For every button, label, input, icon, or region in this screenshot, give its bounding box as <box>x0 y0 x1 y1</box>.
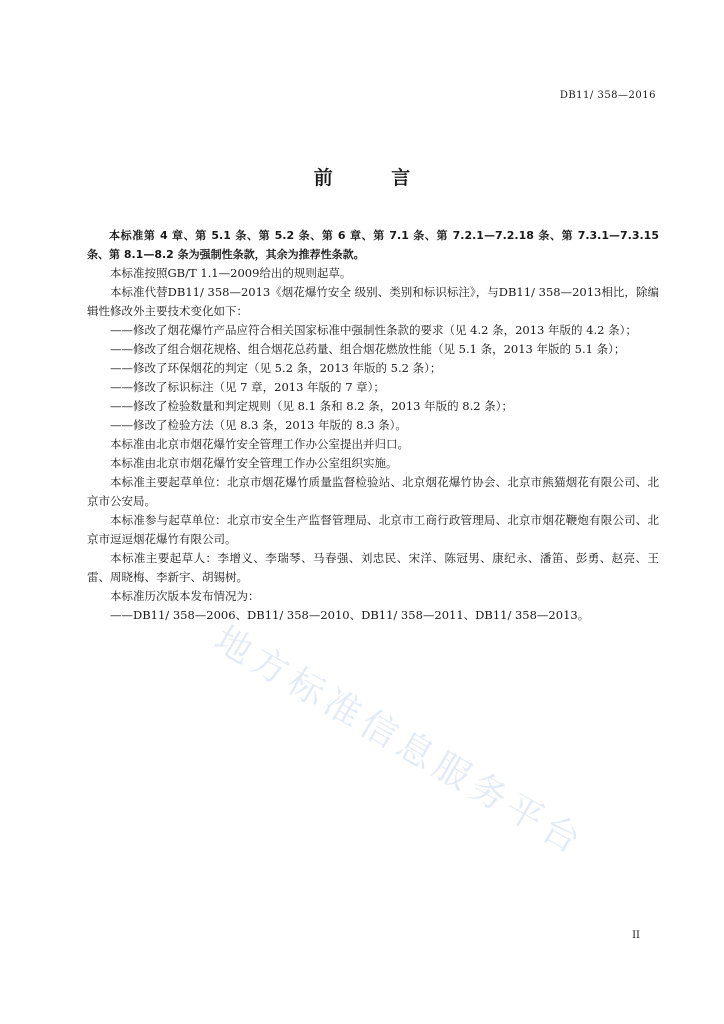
foreword-body <box>87 226 659 625</box>
paragraph-version-history: 本标准历次版本发布情况为： <box>110 589 260 603</box>
change-item: ——修改了检验数量和判定规则（见 8.1 条和 8.2 条，2013 年版的 8.2 条）； <box>110 399 513 413</box>
paragraph-mandatory-clauses: 本标准第 4 章、第 5.1 条、第 5.2 条、第 6 章、第 7.1 条、第 7.2.1—7.2.18 条、第 7.3.1—7.3.15 条、第 8.1—8.2 条为强制性条款，其余为推荐性条款。 <box>87 229 659 261</box>
page-number: II <box>632 930 640 941</box>
version-history-item: ——DB11/ 358—2006、DB11/ 358—2010、DB11/ 358—2011、DB11/ 358—2013。 <box>110 608 590 622</box>
change-item: ——修改了环保烟花的判定（见 5.2 条，2013 年版的 5.2 条）； <box>110 361 442 375</box>
page-title: 前 言 <box>313 167 437 189</box>
paragraph-proposer: 本标准由北京市烟花爆竹安全管理工作办公室提出并归口。 <box>110 437 409 451</box>
change-item: ——修改了检验方法（见 8.3 条，2013 年版的 8.3 条）。 <box>110 418 407 432</box>
paragraph-main-drafters: 本标准主要起草单位：北京市烟花爆竹质量监督检验站、北京烟花爆竹协会、北京市熊猫烟花有限公司、北京市公安局。 <box>87 475 659 508</box>
paragraph-drafting-persons: 本标准主要起草人：李增义、李瑞琴、马春强、刘忠民、宋洋、陈冠男、康纪永、潘笛、彭勇、赵亮、王雷、周晓梅、李新宇、胡锡树。 <box>87 551 659 584</box>
change-item: ——修改了标识标注（见 7 章，2013 年版的 7 章）； <box>110 380 385 394</box>
paragraph-implementer: 本标准由北京市烟花爆竹安全管理工作办公室组织实施。 <box>110 456 398 470</box>
paragraph-replacement: 本标准代替DB11/ 358—2013《烟花爆竹安全 级别、类别和标识标注》，与DB11/ 358—2013相比，除编辑性修改外主要技术变化如下： <box>87 285 659 318</box>
paragraph-participating-drafters: 本标准参与起草单位：北京市安全生产监督管理局、北京市工商行政管理局、北京市烟花鞭炮有限公司、北京市逗逗烟花爆竹有限公司。 <box>87 513 659 546</box>
watermark: 地方标准信息服务平台 <box>207 618 592 865</box>
document-code: DB11/ 358—2016 <box>559 90 656 101</box>
change-item: ——修改了组合烟花规格、组合烟花总药量、组合烟花燃放性能（见 5.1 条，2013 年版的 5.1 条）； <box>110 342 626 356</box>
change-item: ——修改了烟花爆竹产品应符合相关国家标准中强制性条款的要求（见 4.2 条，2013 年版的 4.2 条）； <box>110 323 637 337</box>
paragraph-drafting-rules: 本标准按照GB/T 1.1—2009给出的规则起草。 <box>110 266 352 280</box>
